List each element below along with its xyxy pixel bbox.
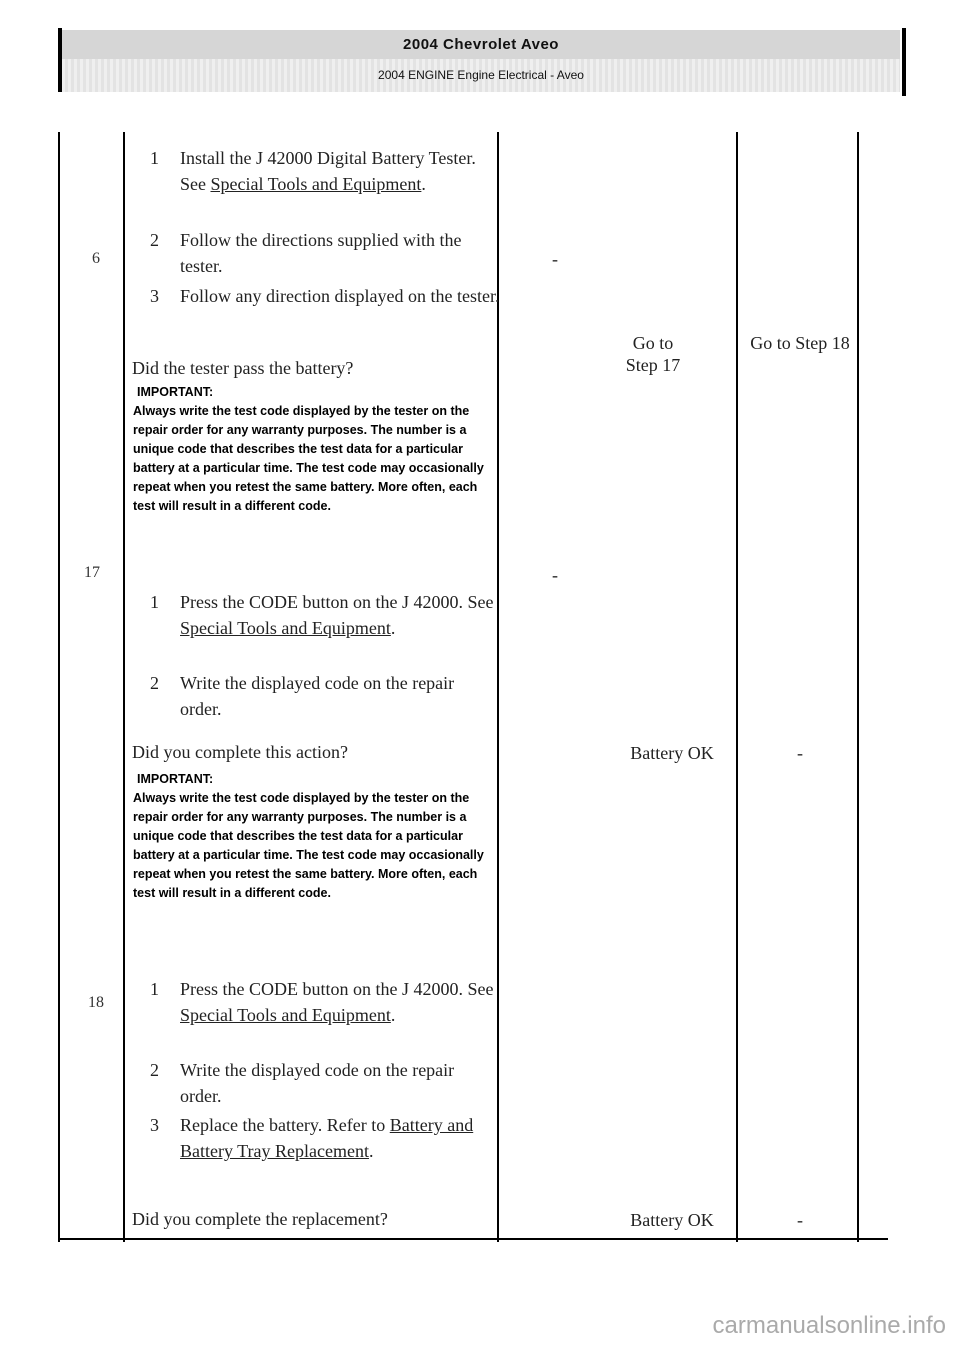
value-cell: - — [552, 565, 558, 585]
step-number: 6 — [92, 250, 100, 267]
no-result: - — [797, 1210, 803, 1230]
page-header — [58, 28, 906, 98]
item-text: Follow any direction displayed on the tester. — [180, 286, 500, 306]
item-number: 1 — [150, 979, 159, 999]
item-number: 3 — [150, 286, 159, 306]
item-number: 2 — [150, 673, 159, 693]
column-divider-step — [123, 132, 125, 1242]
item-text: Write the displayed code on the repair order. — [180, 673, 455, 719]
item-text: Replace the battery. Refer to — [180, 1115, 390, 1135]
item-number: 1 — [150, 592, 159, 612]
header-right-border — [902, 28, 906, 96]
important-label: IMPORTANT: — [137, 772, 214, 786]
step-question: Did you complete the replacement? — [132, 1209, 388, 1229]
document-subtitle: 2004 ENGINE Engine Electrical - Aveo — [62, 59, 900, 92]
item-number: 3 — [150, 1115, 159, 1135]
table-border-left — [58, 132, 60, 1242]
important-text: Always write the test code displayed by the tester on the repair order for any warranty purposes. The number is a unique code that describes the test data for a particular battery at a particular time. The test code may occasionally repeat when you retest the same battery. More often, each test will result in a different code. — [133, 404, 484, 513]
yes-result: Battery OK — [630, 743, 714, 763]
yes-result: Go to Step 17 — [625, 333, 681, 375]
item-text-tail: . — [421, 174, 426, 194]
item-text: Write the displayed code on the repair order. — [180, 1060, 455, 1106]
item-text: Follow the directions supplied with the tester. — [180, 230, 462, 276]
item-text: Press the CODE button on the J 42000. See — [180, 592, 494, 612]
table-bottom-border — [58, 1238, 888, 1240]
document-title: 2004 Chevrolet Aveo — [62, 30, 900, 59]
special-tools-link[interactable]: Special Tools and Equipment — [210, 174, 422, 194]
item-number: 2 — [150, 230, 159, 250]
no-result: Go to Step 18 — [750, 333, 850, 353]
special-tools-link[interactable]: Special Tools and Equipment — [180, 618, 391, 638]
item-text-tail: . — [390, 618, 396, 638]
item-text-tail: . — [390, 1005, 396, 1025]
important-text: Always write the test code displayed by the tester on the repair order for any warranty purposes. The number is a unique code that describes the test data for a particular battery at a particular time. The test code may occasionally repeat when you retest the same battery. More often, each test will result in a different code. — [133, 791, 484, 900]
important-note — [133, 383, 493, 516]
step-number: 17 — [84, 564, 100, 581]
item-text: Install the J 42000 Digital Battery Tester. See — [180, 148, 476, 194]
watermark: carmanualsonline.info — [712, 1312, 946, 1339]
column-divider-value — [736, 132, 738, 1242]
special-tools-link[interactable]: Special Tools and Equipment — [180, 1005, 391, 1025]
yes-result: Battery OK — [630, 1210, 714, 1230]
item-number: 2 — [150, 1060, 159, 1080]
item-text: Press the CODE button on the J 42000. See — [180, 979, 494, 999]
step-number: 18 — [88, 994, 104, 1011]
value-cell: - — [552, 249, 558, 269]
battery-replacement-link[interactable]: Battery and Battery Tray Replacement — [180, 1115, 474, 1161]
item-number: 1 — [150, 148, 159, 168]
important-label: IMPORTANT: — [137, 385, 214, 399]
important-note — [133, 770, 493, 903]
step-question: Did the tester pass the battery? — [132, 358, 354, 378]
item-text-tail: . — [368, 1141, 374, 1161]
table-border-right — [857, 132, 859, 1242]
step-question: Did you complete this action? — [132, 742, 348, 762]
no-result: - — [797, 743, 803, 763]
